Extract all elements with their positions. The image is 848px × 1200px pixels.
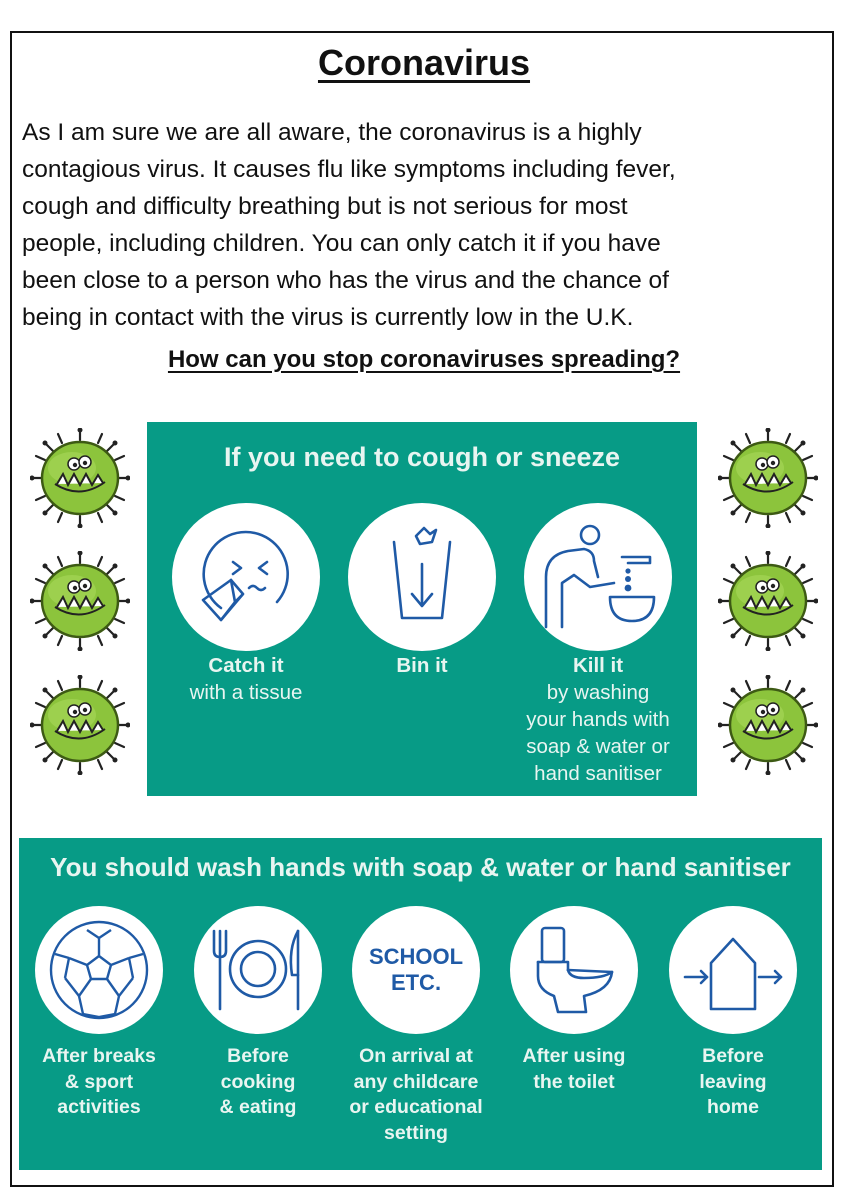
bin-icon bbox=[372, 522, 472, 632]
eating-caption bbox=[183, 1044, 333, 1121]
caption-detail: by washing bbox=[546, 681, 650, 704]
intro-line: being in contact with the virus is currently low in the U.K. bbox=[22, 304, 634, 331]
catch-it-circle bbox=[172, 503, 320, 651]
caption-line: After breaks bbox=[42, 1045, 156, 1067]
caption-line: Before bbox=[227, 1045, 289, 1067]
sneeze-face-icon bbox=[191, 522, 301, 632]
caption-line: & sport bbox=[64, 1070, 134, 1093]
intro-line: been close to a person who has the virus and the chance of bbox=[22, 267, 669, 294]
caption-detail: soap & water or bbox=[526, 735, 670, 758]
virus-cartoon-icon bbox=[718, 551, 818, 651]
intro-line: contagious virus. It causes flu like symptoms including fever, bbox=[22, 156, 676, 183]
caption-line: or educational bbox=[349, 1096, 483, 1118]
caption-line: On arrival at bbox=[359, 1045, 473, 1067]
caption-line: Before bbox=[702, 1045, 764, 1067]
school-text-icon bbox=[369, 944, 463, 996]
toilet-icon bbox=[524, 920, 624, 1020]
virus-cartoon-icon bbox=[718, 428, 818, 528]
school-circle bbox=[352, 906, 480, 1034]
intro-paragraph bbox=[22, 114, 822, 336]
school-text-line: SCHOOL bbox=[368, 944, 464, 969]
caption-detail: your hands with bbox=[526, 708, 670, 731]
plate-cutlery-icon bbox=[206, 925, 310, 1015]
caption-label: Kill it bbox=[572, 654, 624, 677]
caption-label: Catch it bbox=[208, 654, 284, 677]
sport-circle bbox=[35, 906, 163, 1034]
kill-it-caption bbox=[499, 652, 697, 787]
hand-washing-icon bbox=[538, 517, 658, 637]
school-caption bbox=[341, 1044, 491, 1146]
toilet-circle bbox=[510, 906, 638, 1034]
caption-line: home bbox=[706, 1096, 759, 1118]
panel-title: You should wash hands with soap & water or hand sanitiser bbox=[50, 852, 791, 882]
eating-circle bbox=[194, 906, 322, 1034]
caption-detail: hand sanitiser bbox=[534, 762, 662, 785]
house-exit-icon bbox=[681, 925, 785, 1015]
catch-bin-kill-panel bbox=[147, 422, 697, 796]
virus-cartoon-icon bbox=[30, 675, 130, 775]
school-text-line: ETC. bbox=[390, 970, 442, 995]
intro-line: As I am sure we are all aware, the coronavirus is a highly bbox=[22, 119, 642, 146]
home-caption bbox=[658, 1044, 808, 1121]
section-subheading: How can you stop coronaviruses spreading? bbox=[167, 346, 681, 373]
sport-caption bbox=[24, 1044, 174, 1121]
home-circle bbox=[669, 906, 797, 1034]
caption-label: Bin it bbox=[396, 654, 448, 677]
caption-line: setting bbox=[384, 1121, 448, 1144]
caption-line: cooking bbox=[220, 1070, 296, 1093]
virus-cartoon-icon bbox=[718, 675, 818, 775]
caption-line: leaving bbox=[699, 1070, 767, 1093]
caption-line: & eating bbox=[219, 1096, 297, 1118]
caption-line: the toilet bbox=[533, 1070, 615, 1093]
panel-title: If you need to cough or sneeze bbox=[223, 442, 621, 472]
caption-detail: with a tissue bbox=[189, 681, 303, 704]
kill-it-circle bbox=[524, 503, 672, 651]
bin-it-circle bbox=[348, 503, 496, 651]
virus-cartoon-icon bbox=[30, 428, 130, 528]
toilet-caption bbox=[499, 1044, 649, 1095]
page-title: Coronavirus bbox=[317, 42, 531, 83]
catch-it-caption bbox=[167, 652, 325, 706]
intro-line: cough and difficulty breathing but is not serious for most bbox=[22, 193, 628, 220]
wash-hands-panel bbox=[19, 838, 822, 1170]
intro-line: people, including children. You can only catch it if you have bbox=[22, 230, 661, 257]
caption-line: activities bbox=[57, 1096, 141, 1118]
virus-cartoon-icon bbox=[30, 551, 130, 651]
football-icon bbox=[47, 918, 151, 1022]
caption-line: any childcare bbox=[353, 1070, 479, 1093]
caption-line: After using bbox=[522, 1045, 626, 1067]
bin-it-caption bbox=[343, 652, 501, 679]
